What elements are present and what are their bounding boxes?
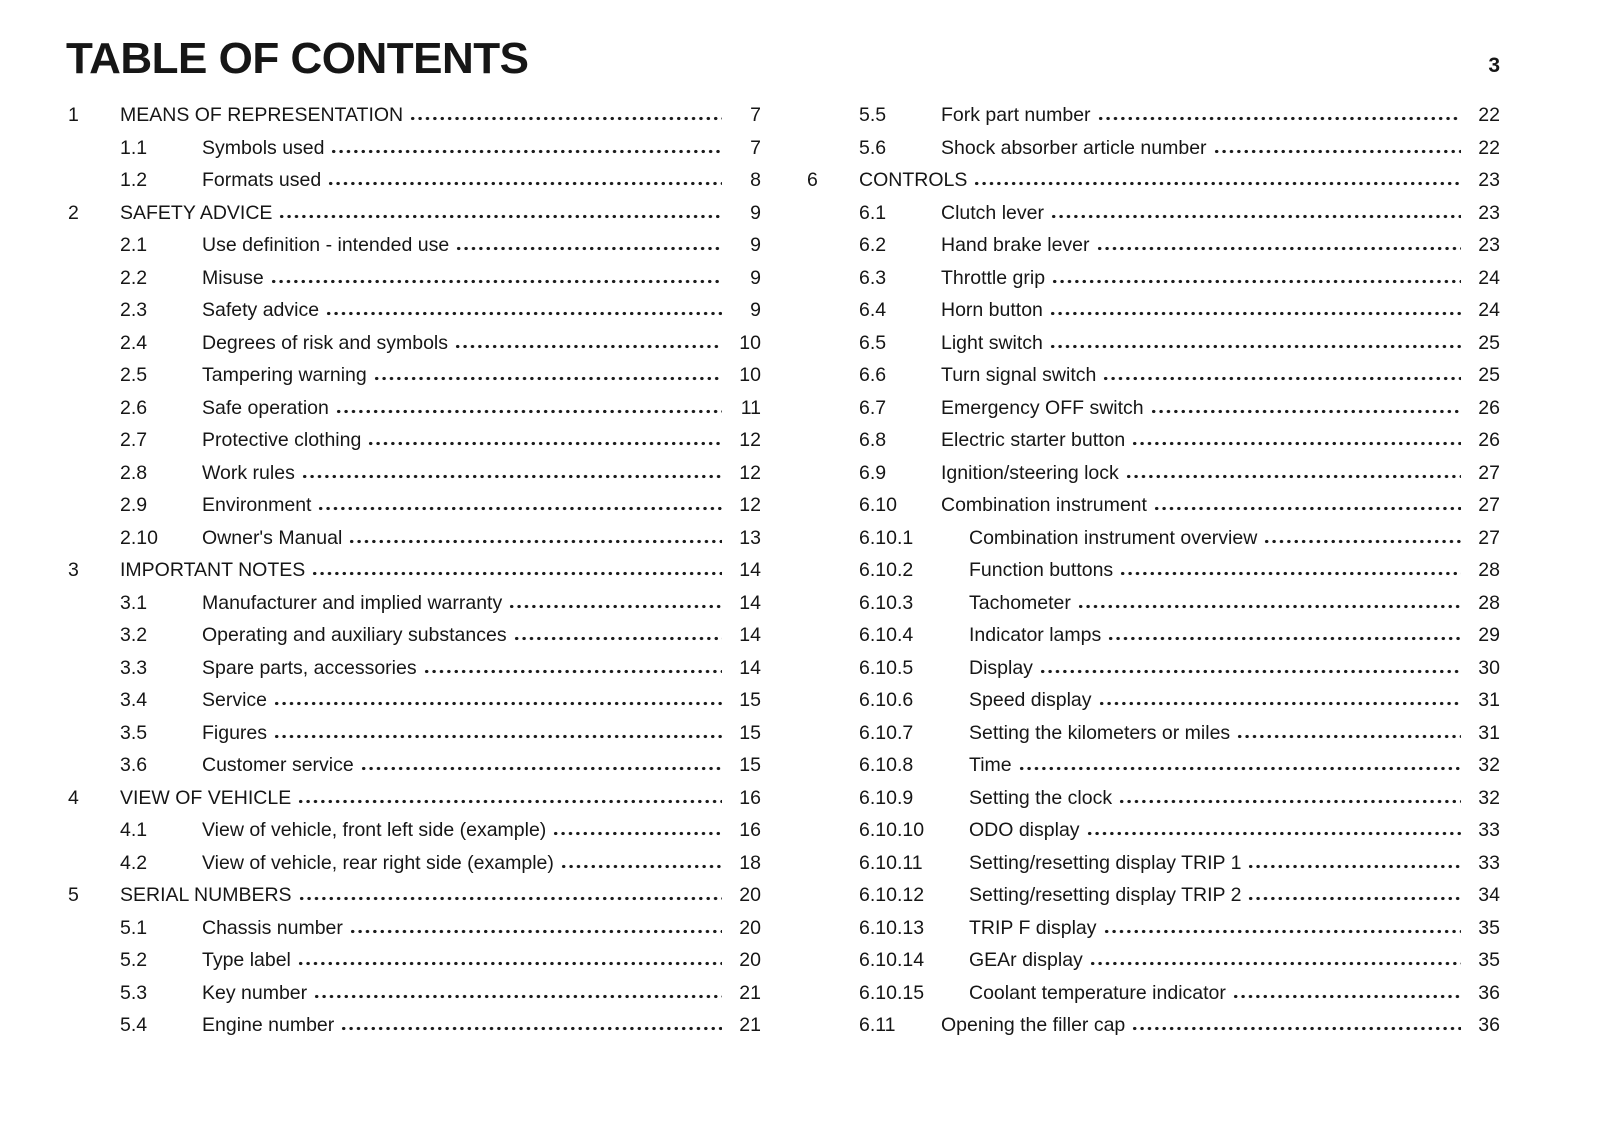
toc-entry-page: 21: [739, 981, 761, 1004]
toc-entry-number: 6.9: [859, 461, 887, 484]
toc-entry: [68, 527, 761, 560]
toc-entry-title: TRIP F display: [969, 916, 1097, 939]
dot-leader: [455, 239, 722, 251]
toc-entry-page: 22: [1478, 136, 1500, 159]
toc-entry-page: 27: [1478, 526, 1500, 549]
toc-entry: [807, 917, 1500, 950]
dot-leader: [313, 987, 722, 999]
toc-entry: [807, 689, 1500, 722]
toc-entry-page: 10: [739, 331, 761, 354]
toc-entry-number: 1.2: [120, 169, 148, 192]
toc-entry-number: 6.10.5: [859, 656, 914, 679]
toc-entry: [68, 397, 761, 430]
toc-entry: [807, 397, 1500, 430]
dot-leader: [1039, 662, 1461, 674]
toc-entry-title: Work rules: [202, 461, 295, 484]
toc-entry-page: 15: [739, 689, 761, 712]
toc-entry-page: 11: [740, 396, 761, 419]
dot-leader: [297, 954, 722, 966]
toc-entry-number: 6.10.6: [859, 689, 914, 712]
toc-entry: [807, 267, 1500, 300]
toc-entry: [68, 169, 761, 202]
toc-entry-number: 6: [807, 169, 818, 192]
toc-entry-page: 27: [1478, 494, 1500, 517]
toc-entry-title: Ignition/steering lock: [941, 461, 1119, 484]
toc-entry-page: 27: [1478, 461, 1500, 484]
toc-entry-page: 18: [739, 851, 761, 874]
toc-entry-title: View of vehicle, rear right side (example): [202, 851, 554, 874]
dot-leader: [297, 792, 722, 804]
dot-leader: [1107, 629, 1461, 641]
toc-entry-page: 33: [1478, 819, 1500, 842]
toc-entry: [68, 592, 761, 625]
toc-entry-number: 6.10.4: [859, 624, 914, 647]
dot-leader: [1213, 142, 1461, 154]
toc-entry-number: 6.10.15: [859, 981, 925, 1004]
toc-entry-title: Setting the clock: [969, 786, 1113, 809]
toc-entry-title: Combination instrument: [941, 494, 1147, 517]
toc-entry-title: Electric starter button: [941, 429, 1126, 452]
toc-entry-page: 26: [1478, 396, 1500, 419]
toc-entry-page: 21: [739, 1014, 761, 1037]
dot-leader: [349, 922, 722, 934]
dot-leader: [1098, 694, 1461, 706]
toc-entry-number: 1: [68, 104, 79, 127]
toc-entry-number: 2.10: [120, 526, 158, 549]
toc-entry-number: 6.8: [859, 429, 887, 452]
toc-entry-number: 4.1: [120, 819, 148, 842]
table-of-contents: [0, 92, 1600, 1047]
toc-entry-page: 10: [739, 364, 761, 387]
toc-entry: [807, 1014, 1500, 1047]
toc-entry: [807, 299, 1500, 332]
toc-entry-page: 25: [1478, 364, 1500, 387]
toc-entry-page: 30: [1478, 656, 1500, 679]
toc-entry-number: 6.4: [859, 299, 887, 322]
toc-entry-number: 1.1: [120, 136, 148, 159]
toc-entry: [68, 982, 761, 1015]
toc-entry-title: Fork part number: [941, 104, 1091, 127]
toc-entry-title: Display: [969, 656, 1033, 679]
dot-leader: [1096, 239, 1462, 251]
toc-entry-number: 6.10.3: [859, 591, 914, 614]
toc-entry: [68, 689, 761, 722]
toc-entry-page: 29: [1478, 624, 1500, 647]
dot-leader: [360, 759, 722, 771]
toc-entry-title: Type label: [202, 949, 291, 972]
toc-entry-number: 6.2: [859, 234, 887, 257]
toc-entry-page: 9: [750, 234, 761, 257]
dot-leader: [560, 857, 722, 869]
toc-entry-page: 7: [750, 104, 761, 127]
toc-entry-page: 8: [750, 169, 761, 192]
toc-entry-number: 6.3: [859, 266, 887, 289]
toc-entry: [807, 592, 1500, 625]
toc-entry-page: 23: [1478, 201, 1500, 224]
toc-entry-title: Shock absorber article number: [941, 136, 1207, 159]
toc-entry: [68, 917, 761, 950]
toc-entry-page: 28: [1478, 591, 1500, 614]
toc-entry-title: View of vehicle, front left side (example): [202, 819, 547, 842]
toc-entry-title: Setting/resetting display TRIP 1: [969, 851, 1242, 874]
toc-entry-page: 20: [739, 916, 761, 939]
toc-entry-number: 5: [68, 884, 79, 907]
toc-entry-page: 20: [739, 884, 761, 907]
toc-entry-number: 2.3: [120, 299, 148, 322]
toc-entry: [807, 104, 1500, 137]
toc-entry-number: 3.2: [120, 624, 148, 647]
toc-entry-page: 15: [739, 721, 761, 744]
toc-entry: [807, 462, 1500, 495]
toc-entry: [807, 364, 1500, 397]
toc-entry-page: 7: [750, 136, 761, 159]
toc-entry: [807, 527, 1500, 560]
dot-leader: [301, 467, 722, 479]
toc-entry-title: Safe operation: [202, 396, 329, 419]
dot-leader: [1086, 824, 1461, 836]
toc-entry-page: 26: [1478, 429, 1500, 452]
toc-entry: [807, 819, 1500, 852]
toc-entry: [68, 137, 761, 170]
dot-leader: [1103, 922, 1461, 934]
toc-entry-title: Indicator lamps: [969, 624, 1102, 647]
toc-entry-title: Setting the kilometers or miles: [969, 721, 1231, 744]
toc-entry-title: MEANS OF REPRESENTATION: [120, 104, 404, 127]
toc-entry-title: Turn signal switch: [941, 364, 1097, 387]
dot-leader: [973, 174, 1461, 186]
toc-entry: [807, 657, 1500, 690]
toc-entry-number: 5.6: [859, 136, 887, 159]
toc-entry-number: 2.8: [120, 461, 148, 484]
toc-entry: [807, 494, 1500, 527]
toc-entry-page: 36: [1478, 1014, 1500, 1037]
toc-entry-number: 2: [68, 201, 79, 224]
dot-leader: [1118, 792, 1461, 804]
toc-entry: [68, 884, 761, 917]
toc-entry: [807, 169, 1500, 202]
dot-leader: [513, 629, 722, 641]
toc-entry-number: 6.1: [859, 201, 887, 224]
toc-entry-title: Customer service: [202, 754, 354, 777]
toc-entry-number: 6.10.14: [859, 949, 925, 972]
page-header: [0, 0, 1600, 92]
toc-entry-number: 6.10.9: [859, 786, 914, 809]
toc-entry-title: Protective clothing: [202, 429, 362, 452]
dot-leader: [298, 889, 722, 901]
toc-entry-number: 6.10.11: [859, 851, 923, 874]
toc-entry-page: 32: [1478, 754, 1500, 777]
toc-entry-title: Time: [969, 754, 1012, 777]
toc-entry: [807, 754, 1500, 787]
toc-entry-page: 12: [739, 461, 761, 484]
dot-leader: [373, 369, 722, 381]
toc-entry-number: 3.1: [120, 591, 148, 614]
dot-leader: [1131, 434, 1461, 446]
dot-leader: [1049, 337, 1461, 349]
toc-entry-title: Light switch: [941, 331, 1043, 354]
toc-entry-page: 16: [739, 819, 761, 842]
toc-entry: [68, 722, 761, 755]
toc-entry-title: IMPORTANT NOTES: [120, 559, 306, 582]
dot-leader: [1077, 597, 1461, 609]
toc-entry-title: Function buttons: [969, 559, 1114, 582]
toc-entry-number: 5.2: [120, 949, 148, 972]
toc-entry-number: 6.10.2: [859, 559, 914, 582]
dot-leader: [325, 304, 722, 316]
toc-entry-page: 14: [739, 591, 761, 614]
toc-entry-number: 6.10.1: [859, 526, 914, 549]
dot-leader: [1236, 727, 1461, 739]
dot-leader: [1102, 369, 1461, 381]
dot-leader: [1125, 467, 1461, 479]
dot-leader: [1263, 532, 1461, 544]
toc-entry-page: 28: [1478, 559, 1500, 582]
toc-entry-title: Tachometer: [969, 591, 1071, 614]
toc-entry-page: 24: [1478, 299, 1500, 322]
toc-entry-title: GEAr display: [969, 949, 1083, 972]
dot-leader: [330, 142, 722, 154]
toc-entry: [68, 754, 761, 787]
toc-entry: [807, 787, 1500, 820]
toc-entry-title: Combination instrument overview: [969, 526, 1258, 549]
toc-entry-page: 14: [739, 624, 761, 647]
toc-entry-number: 6.7: [859, 396, 887, 419]
toc-entry: [68, 559, 761, 592]
toc-entry-page: 35: [1478, 949, 1500, 972]
toc-entry: [807, 884, 1500, 917]
toc-entry-title: Formats used: [202, 169, 322, 192]
toc-entry: [807, 137, 1500, 170]
toc-entry-title: Operating and auxiliary substances: [202, 624, 507, 647]
toc-entry-number: 6.10.12: [859, 884, 925, 907]
toc-entry-title: Environment: [202, 494, 312, 517]
dot-leader: [1050, 207, 1461, 219]
dot-leader: [1150, 402, 1461, 414]
toc-entry-number: 6.10.8: [859, 754, 914, 777]
dot-leader: [1097, 109, 1461, 121]
toc-entry-page: 12: [739, 494, 761, 517]
toc-entry-page: 9: [750, 201, 761, 224]
toc-entry-page: 14: [739, 656, 761, 679]
toc-entry-page: 15: [739, 754, 761, 777]
toc-entry-title: Engine number: [202, 1014, 335, 1037]
dot-leader: [311, 564, 722, 576]
toc-entry-title: CONTROLS: [859, 169, 968, 192]
dot-leader: [1131, 1019, 1461, 1031]
dot-leader: [327, 174, 722, 186]
toc-entry-title: Manufacturer and implied warranty: [202, 591, 503, 614]
toc-entry-title: SERIAL NUMBERS: [120, 884, 292, 907]
toc-entry-title: Symbols used: [202, 136, 325, 159]
dot-leader: [278, 207, 722, 219]
toc-entry-number: 5.1: [120, 916, 148, 939]
toc-entry-number: 6.6: [859, 364, 887, 387]
toc-entry: [68, 202, 761, 235]
toc-entry-title: Horn button: [941, 299, 1043, 322]
dot-leader: [1051, 272, 1461, 284]
toc-entry-number: 3.6: [120, 754, 148, 777]
toc-entry-title: Safety advice: [202, 299, 320, 322]
dot-leader: [1089, 954, 1461, 966]
toc-entry-title: Key number: [202, 981, 308, 1004]
toc-entry-number: 6.10.7: [859, 721, 914, 744]
toc-entry-title: Misuse: [202, 266, 264, 289]
toc-entry-page: 16: [739, 786, 761, 809]
toc-entry: [807, 429, 1500, 462]
toc-entry: [807, 982, 1500, 1015]
toc-entry-title: VIEW OF VEHICLE: [120, 786, 292, 809]
toc-entry: [68, 234, 761, 267]
toc-entry-number: 2.5: [120, 364, 148, 387]
toc-entry-title: Spare parts, accessories: [202, 656, 417, 679]
toc-entry-title: Clutch lever: [941, 201, 1044, 224]
toc-entry-title: SAFETY ADVICE: [120, 201, 273, 224]
toc-entry-page: 35: [1478, 916, 1500, 939]
toc-entry-page: 20: [739, 949, 761, 972]
toc-entry-title: Opening the filler cap: [941, 1014, 1126, 1037]
toc-entry-title: Emergency OFF switch: [941, 396, 1144, 419]
toc-entry-title: Owner's Manual: [202, 526, 343, 549]
toc-entry-page: 34: [1478, 884, 1500, 907]
toc-entry: [807, 722, 1500, 755]
toc-entry-title: Service: [202, 689, 268, 712]
toc-entry-number: 6.10.10: [859, 819, 925, 842]
toc-entry-number: 2.6: [120, 396, 148, 419]
toc-entry-page: 13: [739, 526, 761, 549]
toc-entry: [68, 267, 761, 300]
dot-leader: [1153, 499, 1461, 511]
dot-leader: [1018, 759, 1461, 771]
toc-column-left: [68, 104, 761, 1047]
toc-entry: [68, 494, 761, 527]
dot-leader: [340, 1019, 722, 1031]
toc-entry-number: 2.4: [120, 331, 148, 354]
dot-leader: [270, 272, 722, 284]
toc-entry: [807, 624, 1500, 657]
page-number: 3: [1488, 54, 1500, 78]
toc-entry-page: 22: [1478, 104, 1500, 127]
dot-leader: [409, 109, 722, 121]
toc-entry: [68, 624, 761, 657]
toc-entry: [807, 202, 1500, 235]
toc-entry: [68, 104, 761, 137]
dot-leader: [1049, 304, 1461, 316]
toc-entry-title: Setting/resetting display TRIP 2: [969, 884, 1242, 907]
dot-leader: [273, 727, 722, 739]
toc-entry-title: Use definition - intended use: [202, 234, 450, 257]
toc-entry-number: 3: [68, 559, 79, 582]
dot-leader: [508, 597, 722, 609]
toc-entry-title: Chassis number: [202, 916, 343, 939]
toc-entry-number: 4: [68, 786, 79, 809]
toc-entry-number: 6.5: [859, 331, 887, 354]
toc-entry-page: 31: [1478, 721, 1500, 744]
toc-entry-page: 31: [1478, 689, 1500, 712]
toc-entry-title: Figures: [202, 721, 268, 744]
dot-leader: [367, 434, 722, 446]
toc-column-right: [807, 104, 1500, 1047]
toc-entry-page: 33: [1478, 851, 1500, 874]
dot-leader: [335, 402, 722, 414]
toc-entry-number: 6.10.13: [859, 916, 925, 939]
dot-leader: [1247, 889, 1461, 901]
toc-entry-number: 6.11: [859, 1014, 896, 1037]
toc-entry: [807, 332, 1500, 365]
toc-entry: [68, 657, 761, 690]
toc-entry-number: 2.7: [120, 429, 148, 452]
toc-entry: [68, 364, 761, 397]
toc-entry-page: 23: [1478, 169, 1500, 192]
toc-entry: [807, 559, 1500, 592]
dot-leader: [423, 662, 722, 674]
dot-leader: [317, 499, 722, 511]
dot-leader: [273, 694, 722, 706]
dot-leader: [1232, 987, 1461, 999]
toc-entry-page: 25: [1478, 331, 1500, 354]
toc-entry-number: 2.2: [120, 266, 148, 289]
dot-leader: [454, 337, 722, 349]
toc-entry: [68, 332, 761, 365]
toc-entry-number: 2.9: [120, 494, 148, 517]
toc-entry-number: 4.2: [120, 851, 148, 874]
toc-entry-number: 6.10: [859, 494, 897, 517]
toc-entry-page: 14: [739, 559, 761, 582]
toc-entry: [68, 299, 761, 332]
toc-entry-number: 5.3: [120, 981, 148, 1004]
toc-entry-number: 3.5: [120, 721, 148, 744]
toc-entry-page: 9: [750, 299, 761, 322]
toc-entry: [807, 852, 1500, 885]
toc-entry-number: 3.4: [120, 689, 148, 712]
toc-entry-page: 24: [1478, 266, 1500, 289]
toc-entry: [68, 852, 761, 885]
toc-entry: [807, 949, 1500, 982]
toc-entry-page: 9: [750, 266, 761, 289]
toc-entry: [68, 949, 761, 982]
toc-entry: [68, 787, 761, 820]
dot-leader: [1119, 564, 1461, 576]
dot-leader: [552, 824, 722, 836]
toc-entry-number: 5.4: [120, 1014, 148, 1037]
toc-entry-title: Throttle grip: [941, 266, 1046, 289]
toc-entry-number: 2.1: [120, 234, 148, 257]
dot-leader: [1247, 857, 1461, 869]
toc-entry-page: 23: [1478, 234, 1500, 257]
page-title: TABLE OF CONTENTS: [66, 34, 529, 83]
toc-entry-page: 36: [1478, 981, 1500, 1004]
toc-entry-number: 5.5: [859, 104, 887, 127]
toc-entry: [807, 234, 1500, 267]
toc-entry-title: Tampering warning: [202, 364, 367, 387]
toc-entry-page: 12: [739, 429, 761, 452]
dot-leader: [348, 532, 722, 544]
toc-entry-page: 32: [1478, 786, 1500, 809]
toc-entry: [68, 462, 761, 495]
toc-entry-title: Hand brake lever: [941, 234, 1090, 257]
toc-entry: [68, 1014, 761, 1047]
toc-entry-title: Speed display: [969, 689, 1092, 712]
toc-entry: [68, 819, 761, 852]
toc-entry-title: Degrees of risk and symbols: [202, 331, 449, 354]
toc-entry-number: 3.3: [120, 656, 148, 679]
toc-entry: [68, 429, 761, 462]
toc-entry-title: ODO display: [969, 819, 1080, 842]
toc-entry-title: Coolant temperature indicator: [969, 981, 1226, 1004]
